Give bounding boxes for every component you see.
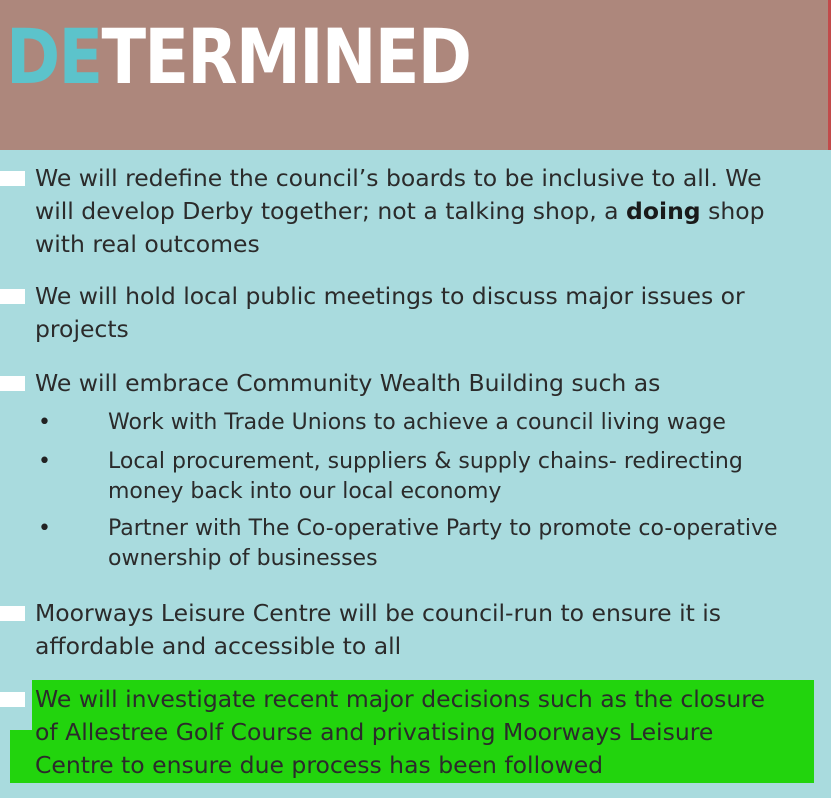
sub-item-line: Local procurement, suppliers & supply chains- redirecting bbox=[108, 449, 743, 474]
pledge-line: We will investigate recent major decisions such as the closure bbox=[35, 685, 765, 713]
sub-item-text bbox=[108, 408, 808, 438]
bullet-dot-icon: • bbox=[38, 410, 51, 435]
pledge-text bbox=[35, 367, 805, 400]
pledge-line: We will hold local public meetings to discuss major issues or bbox=[35, 282, 745, 310]
pledge-line: affordable and accessible to all bbox=[35, 632, 402, 660]
title-accent: DE bbox=[6, 12, 102, 101]
bullet-square-icon bbox=[0, 171, 25, 186]
pledge-line: Moorways Leisure Centre will be council-run to ensure it is bbox=[35, 599, 722, 627]
pledge-list bbox=[0, 150, 831, 798]
bullet-dot-icon: • bbox=[38, 449, 51, 474]
page-title bbox=[6, 12, 470, 102]
pledge-line-part: will develop Derby together; not a talking shop, a bbox=[35, 197, 627, 225]
pledge-text bbox=[35, 683, 805, 782]
sub-item-line: Work with Trade Unions to achieve a council living wage bbox=[108, 410, 726, 435]
sub-item-line: ownership of businesses bbox=[108, 546, 378, 571]
pledge-line: of Allestree Golf Course and privatising Moorways Leisure bbox=[35, 718, 714, 746]
pledge-line: We will redefine the council’s boards to be inclusive to all. We bbox=[35, 164, 762, 192]
bullet-square-icon bbox=[0, 376, 25, 391]
pledge-text bbox=[35, 162, 805, 261]
bullet-square-icon bbox=[0, 606, 25, 621]
pledge-line: Centre to ensure due process has been followed bbox=[35, 751, 604, 779]
pledge-text bbox=[35, 280, 805, 346]
pledge-line bbox=[35, 195, 805, 228]
sub-item-text bbox=[108, 447, 808, 507]
pledge-text bbox=[35, 597, 805, 663]
bullet-dot-icon: • bbox=[38, 516, 51, 541]
header-banner bbox=[0, 0, 831, 150]
sub-item-line: Partner with The Co-operative Party to promote co-operative bbox=[108, 516, 778, 541]
pledge-line-part: shop bbox=[700, 197, 765, 225]
pledge-emphasis: doing bbox=[626, 197, 701, 225]
sub-item-line: money back into our local economy bbox=[108, 479, 502, 504]
pledge-line: projects bbox=[35, 315, 129, 343]
title-rest: TERMINED bbox=[101, 12, 471, 101]
pledge-line: We will embrace Community Wealth Building such as bbox=[35, 369, 661, 397]
sub-item-text bbox=[108, 514, 808, 574]
bullet-square-icon bbox=[0, 692, 25, 707]
bullet-square-icon bbox=[0, 289, 25, 304]
pledge-line: with real outcomes bbox=[35, 230, 260, 258]
